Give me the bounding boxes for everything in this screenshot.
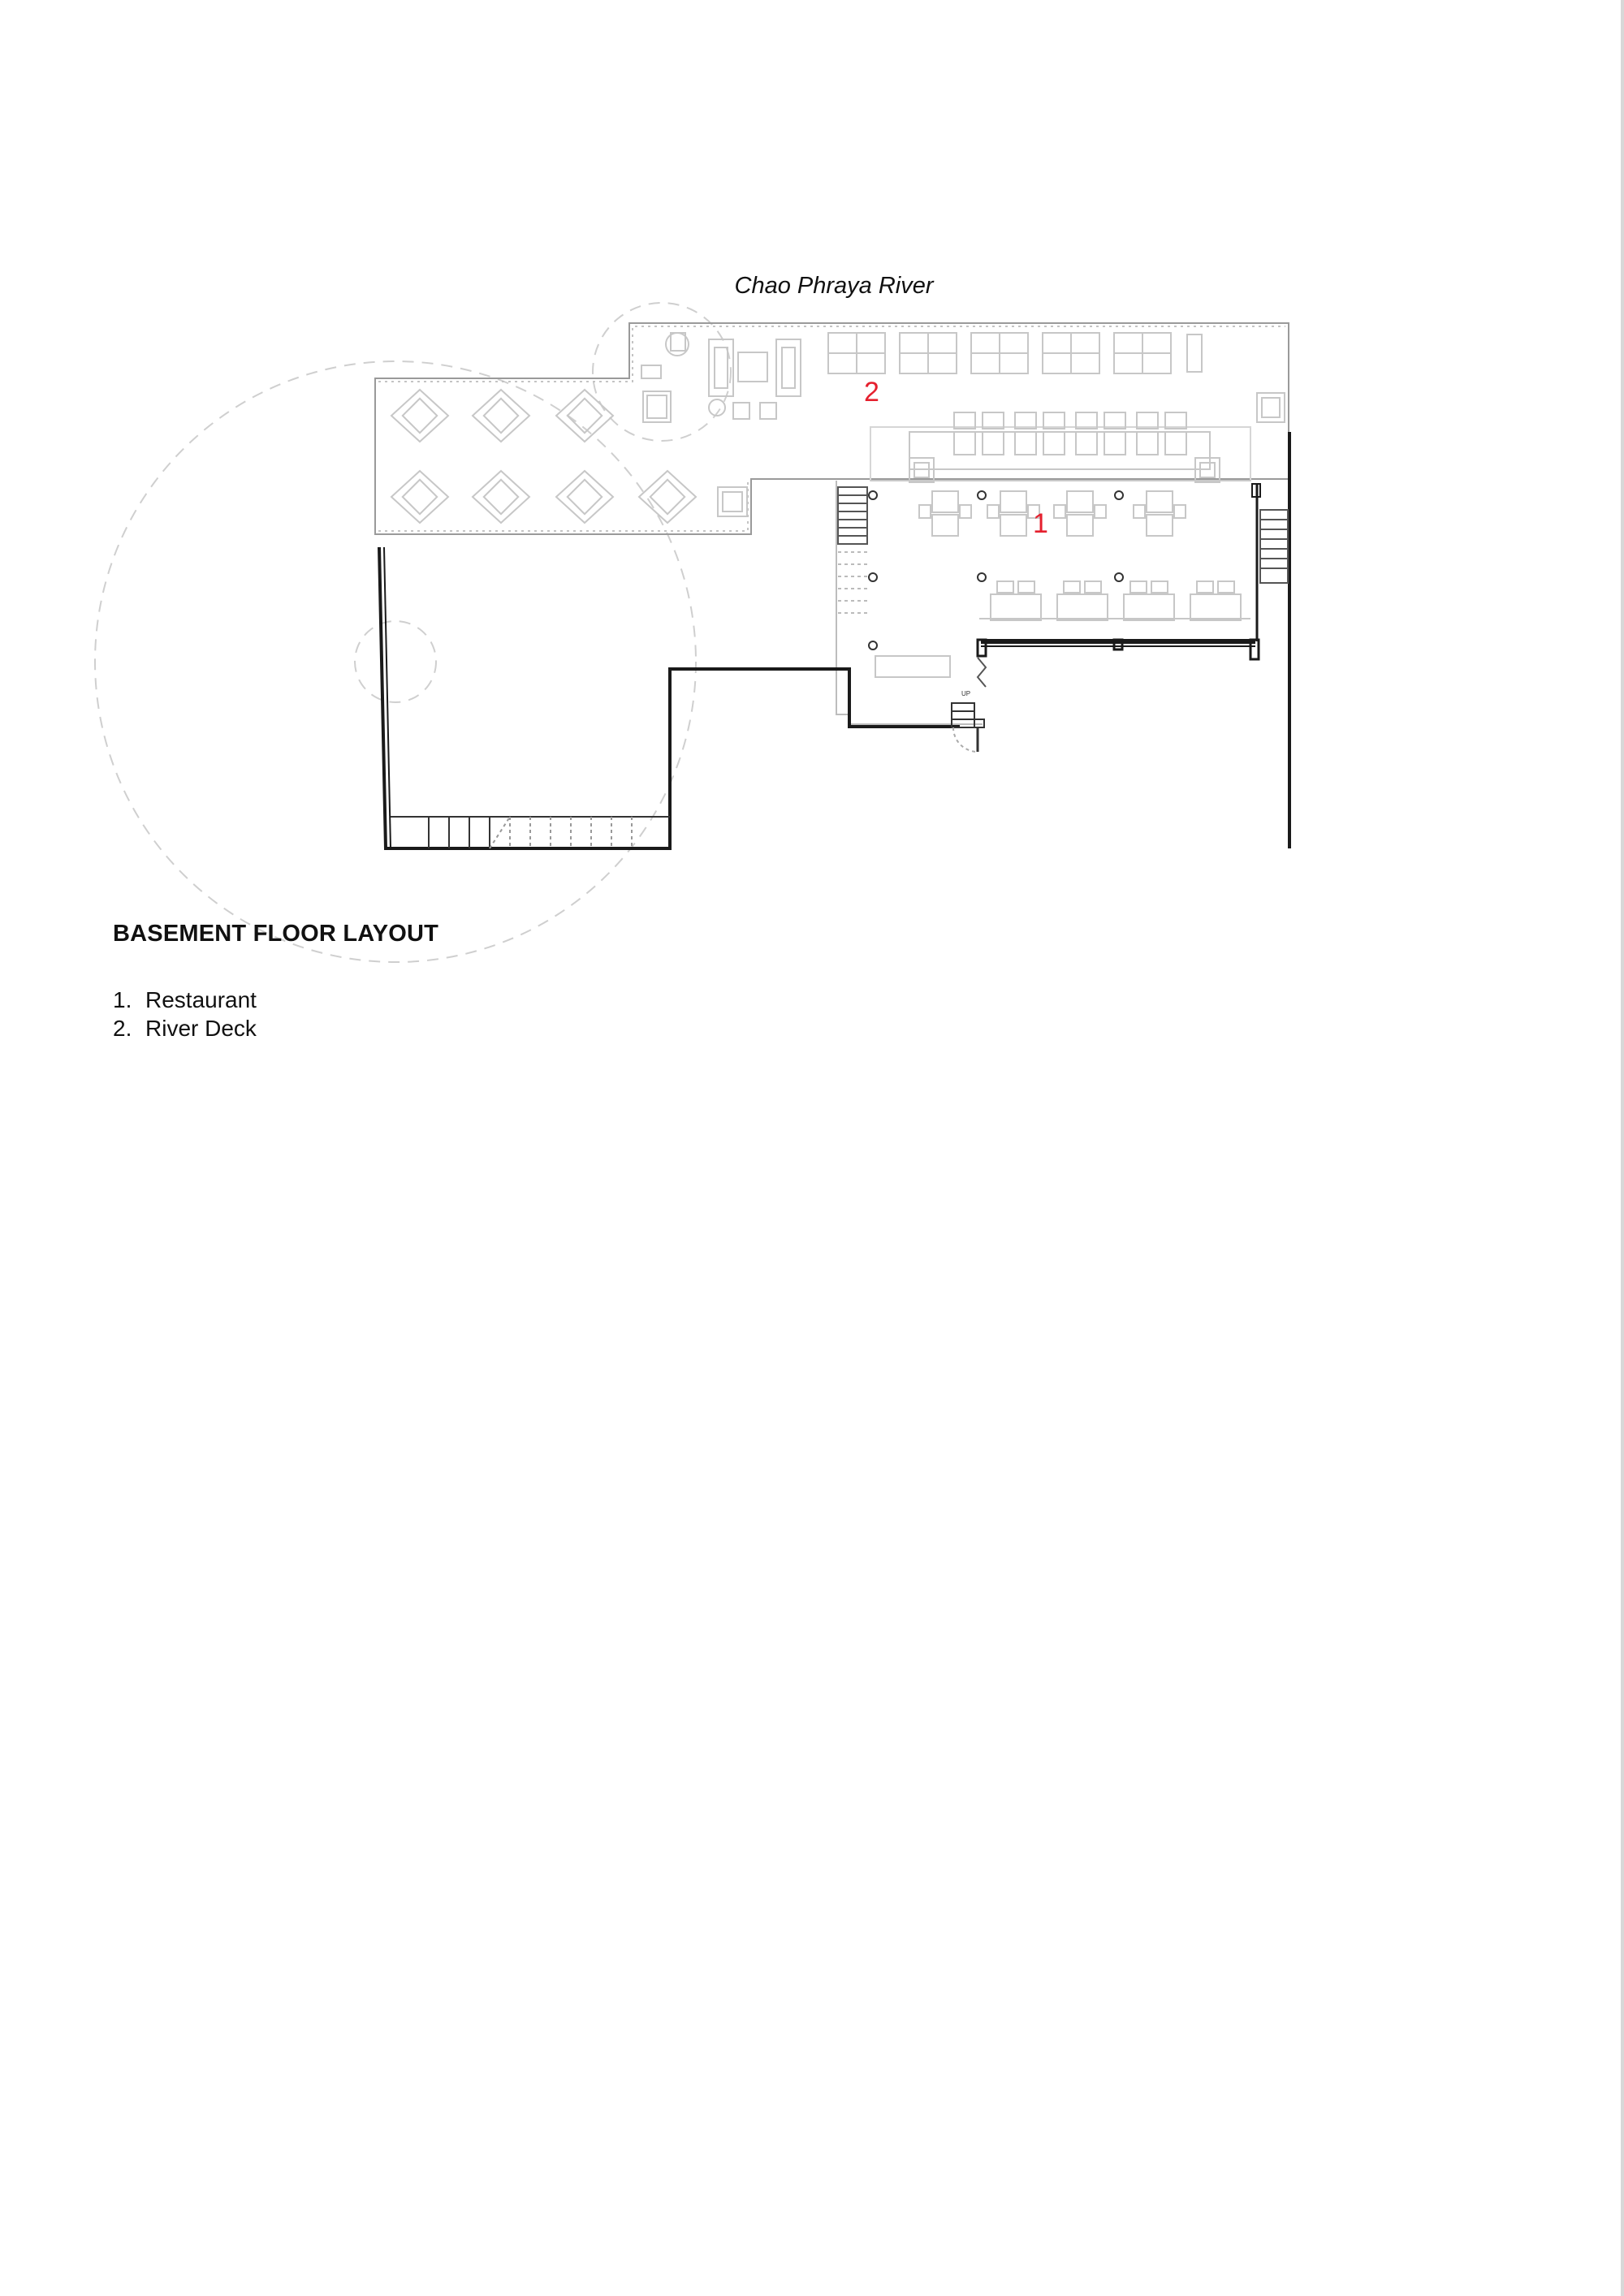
stair-up-mark: UP [961,690,971,697]
layout-title: BASEMENT FLOOR LAYOUT [113,921,439,947]
restaurant-tables [875,491,1250,677]
entry-stair [952,658,986,752]
legend-number-value: 1 [113,987,126,1012]
deck-dining-row [828,333,1285,422]
legend-item [113,986,257,1014]
legend-name: River Deck [145,1016,257,1041]
south-wall [379,547,960,848]
zone-label-river-deck: 2 [864,377,879,408]
legend-number: 1. [113,987,132,1012]
stair-south [391,817,670,848]
large-dashed-circle [95,361,696,962]
river-label: Chao Phraya River [734,273,934,299]
stair-east [1260,510,1288,583]
legend [113,986,257,1042]
legend-item [113,1014,257,1042]
stair-restaurant-left [838,487,867,613]
dashed-arcs [95,303,731,962]
floor-plan-drawing [0,0,1624,1015]
legend-number: 2. [113,1016,132,1041]
small-dashed-circle [355,621,436,702]
legend-name: Restaurant [145,987,257,1012]
zone-label-restaurant: 1 [1033,508,1048,539]
legend-number-value: 2 [113,1016,126,1041]
